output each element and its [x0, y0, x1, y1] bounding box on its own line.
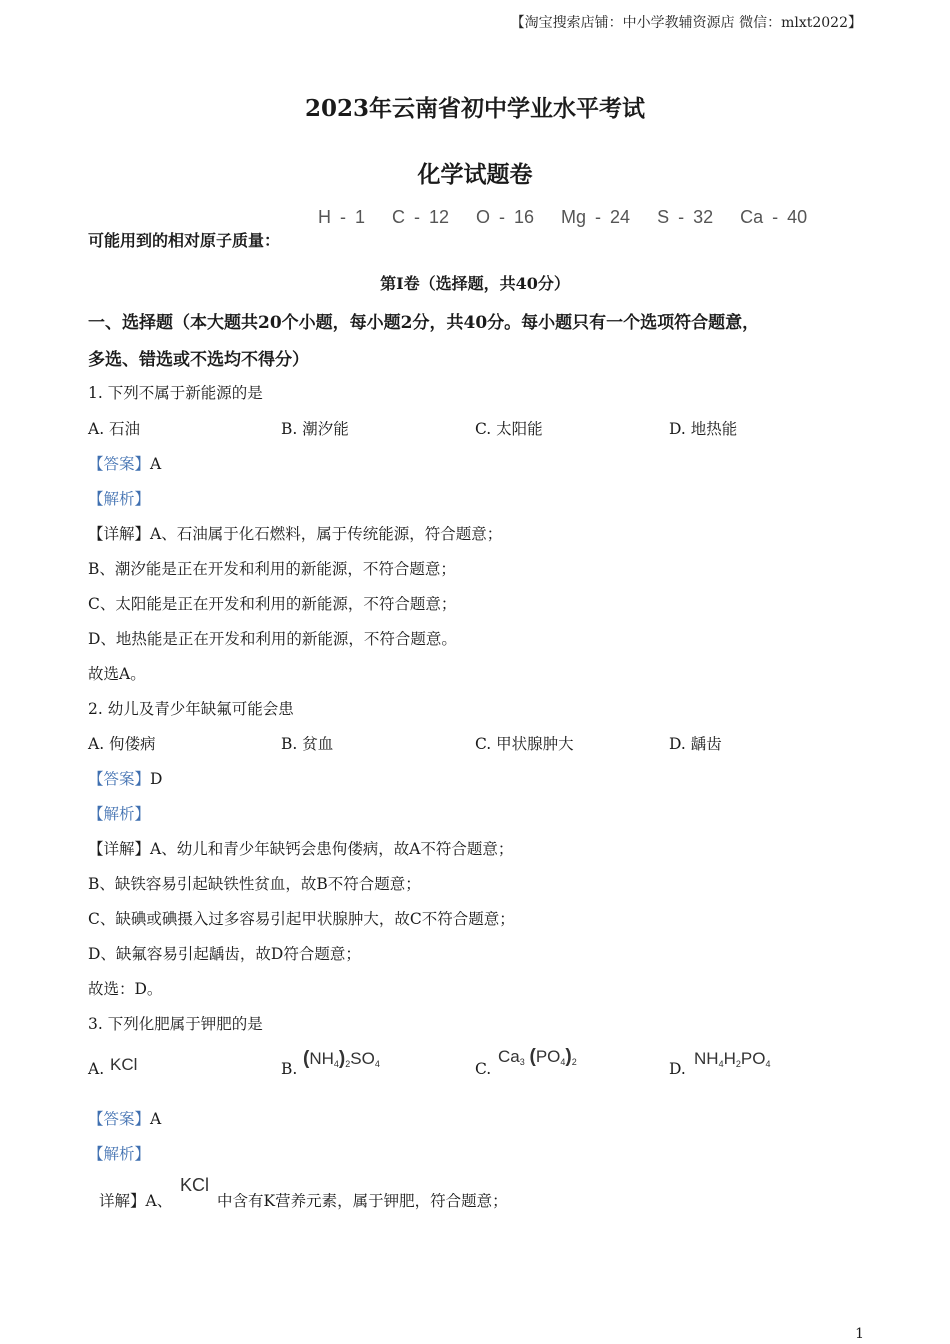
q2-answer — [88, 767, 162, 789]
q1-conclusion: 故选A。 — [88, 665, 146, 683]
q1-detail-1 — [88, 522, 502, 544]
q2-option-a: A. 佝偻病 — [88, 735, 156, 753]
q1-detail-3: C、太阳能是正在开发和利用的新能源，不符合题意； — [88, 595, 457, 613]
atomic-mass-label: 可能用到的相对原子质量： — [88, 231, 281, 250]
q2-detail-a: A、幼儿和青少年缺钙会患佝偻病，故A不符合题意； — [150, 840, 514, 858]
q1-option-a: A. 石油 — [88, 420, 141, 438]
q2-detail-3: C、缺碘或碘摄入过多容易引起甲状腺肿大，故C不符合题意； — [88, 910, 515, 928]
q1-option-c: C. 太阳能 — [475, 420, 543, 438]
q3-detail-prefix: 详解】A、 — [99, 1192, 173, 1210]
q2-answer-value: D — [150, 770, 163, 788]
q3-option-c-formula: $Ca_3$ $(PO_4)_2$ — [498, 1046, 577, 1067]
q3-answer-value: A — [150, 1110, 162, 1128]
q3-detail-suffix: 中含有K营养元素，属于钾肥，符合题意； — [217, 1192, 508, 1210]
q1-detail-2: B、潮汐能是正在开发和利用的新能源，不符合题意； — [88, 560, 456, 578]
q1-detail-a: A、石油属于化石燃料，属于传统能源，符合题意； — [150, 525, 503, 543]
q3-option-b-letter: B. — [281, 1060, 298, 1078]
answer-tag: 【答案】 — [88, 770, 151, 788]
header-note: 【淘宝搜索店铺：中小学教辅资源店 微信：mlxt2022】 — [510, 15, 862, 31]
page-number: 1 — [855, 1326, 864, 1342]
q1-stem: 1. 下列不属于新能源的是 — [88, 384, 263, 402]
answer-tag: 【答案】 — [88, 455, 151, 473]
section-title: 第Ⅰ卷（选择题，共40分） — [380, 274, 570, 293]
q1-option-b: B. 潮汐能 — [281, 420, 349, 438]
q2-stem: 2. 幼儿及青少年缺氟可能会患 — [88, 700, 294, 718]
q1-analysis-tag: 【解析】 — [88, 490, 151, 508]
q2-option-b: B. 贫血 — [281, 735, 334, 753]
q1-detail-4: D、地热能是正在开发和利用的新能源，不符合题意。 — [88, 630, 457, 648]
q3-option-a-formula: KCl — [110, 1055, 138, 1074]
q1-answer — [88, 452, 161, 474]
q2-detail-1 — [88, 837, 513, 859]
q3-option-d-letter: D. — [669, 1060, 686, 1078]
answer-tag: 【答案】 — [88, 1110, 151, 1128]
detail-tag: 【详解】 — [88, 840, 151, 858]
q3-option-b-formula: $(NH_4)_2SO_4$ — [303, 1048, 380, 1069]
q3-detail-formula: KCl — [180, 1175, 210, 1195]
q1-option-d: D. 地热能 — [669, 420, 738, 438]
atomic-mass-values: H - 1 C - 12 O - 16 Mg - 24 S - 32 Ca - 40 — [318, 207, 808, 227]
q2-option-d: D. 龋齿 — [669, 735, 722, 753]
exam-title: 2023年云南省初中学业水平考试 — [304, 95, 645, 122]
q3-stem: 3. 下列化肥属于钾肥的是 — [88, 1015, 263, 1033]
part-heading-line1: 一、选择题（本大题共20个小题，每小题2分，共40分。每小题只有一个选项符合题意， — [88, 313, 760, 333]
q3-option-d-formula: $NH_4H_2PO_4$ — [694, 1049, 771, 1069]
q2-option-c: C. 甲状腺肿大 — [475, 735, 574, 753]
part-heading-line2: 多选、错选或不选均不得分） — [88, 350, 309, 370]
q3-option-a-letter: A. — [88, 1060, 105, 1078]
exam-subtitle: 化学试题卷 — [417, 161, 533, 188]
q2-detail-2: B、缺铁容易引起缺铁性贫血，故B不符合题意； — [88, 875, 421, 893]
q2-detail-4: D、缺氟容易引起龋齿，故D符合题意； — [88, 945, 361, 963]
q1-answer-value: A — [150, 455, 162, 473]
q2-analysis-tag: 【解析】 — [88, 805, 151, 823]
q2-conclusion: 故选：D。 — [88, 980, 163, 998]
q3-answer — [88, 1107, 161, 1129]
q3-analysis-tag: 【解析】 — [88, 1145, 151, 1163]
q3-option-c-letter: C. — [475, 1060, 492, 1078]
detail-tag: 【详解】 — [88, 525, 151, 543]
